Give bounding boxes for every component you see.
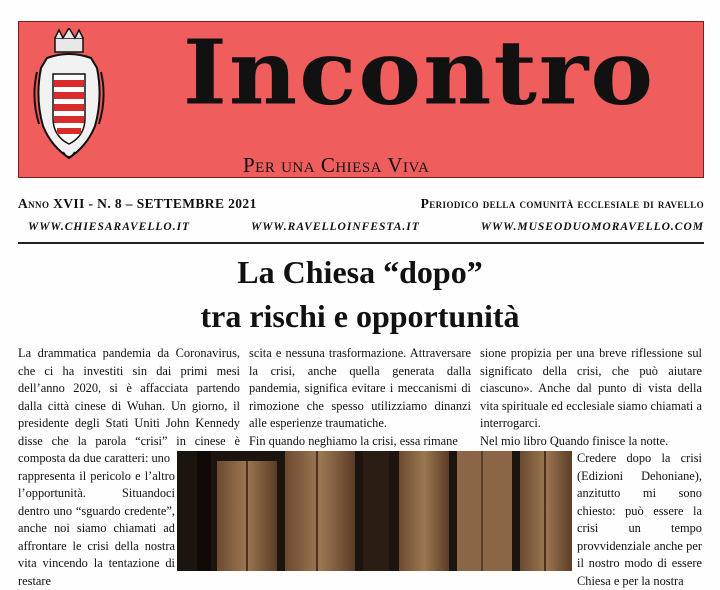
masthead-title: Incontro	[139, 28, 699, 117]
headline-line-1: La Chiesa “dopo”	[0, 256, 720, 288]
issue-number: Anno XVII - N. 8 – SETTEMBRE 2021	[18, 196, 257, 212]
issue-info	[18, 196, 704, 212]
divider	[18, 242, 704, 244]
masthead-subtitle: Per una Chiesa Viva	[243, 153, 429, 178]
wooden-door-image	[177, 451, 572, 571]
link-ravelloinfesta[interactable]: WWW.RAVELLOINFESTA.IT	[251, 221, 420, 233]
column-1-text: La drammatica pandemia da Coronavirus, che ci ha investiti sin dai primi mesi dell’anno 2020, si è affacciata partendo dalla città cinese di Wuhan. Un giorno, il presidente degli Stati Uniti John Kennedy disse che la parola “crisi” in cinese è composta da due caratteri: uno	[18, 345, 240, 468]
column-2-paragraph-2: Fin quando neghiamo la crisi, essa rimane	[249, 433, 471, 451]
link-museoduomoravello[interactable]: WWW.MUSEODUOMORAVELLO.COM	[481, 221, 704, 233]
headline-line-2: tra rischi e opportunità	[0, 300, 720, 332]
link-chiesaravello[interactable]: WWW.CHIESARAVELLO.IT	[28, 221, 190, 233]
column-1-wrapped-text: rappresenta il pericolo e l’altro l’opportunità. Situandoci dentro uno “sguardo credente”, anche noi siamo chiamati ad affrontare le crisi della nostra vita vincendo la tentazione di restare	[18, 468, 175, 590]
column-3-paragraph-2: Nel mio libro Quando finisce la notte.	[480, 433, 702, 451]
coat-of-arms-icon	[33, 28, 105, 168]
article-column-2	[249, 345, 471, 450]
column-3-paragraph-1: sione propizia per una breve riflessione sul significato della crisi, che può aiutare ciascuno». Anche dal punto di vista della vita spirituale ed ecclesiale siamo chiamati a interrogarci.	[480, 345, 702, 433]
article-photo	[177, 451, 572, 571]
masthead	[18, 21, 704, 178]
column-2-paragraph-1: scita e nessuna trasformazione. Attraversare la crisi, anche quella generata dalla pandemia, significa evitare i meccanismi di rimozione che spesso utilizziamo dinanzi alle esperienze traumatiche.	[249, 345, 471, 433]
website-links	[28, 221, 704, 233]
periodical-description: Periodico della comunità ecclesiale di ravello	[421, 196, 704, 212]
column-3-wrapped-text: Credere dopo la crisi (Edizioni Dehoniane), anzitutto mi sono chiesto: può essere la crisi un tempo provvidenziale anche per il nostro modo di essere Chiesa e per la nostra	[577, 450, 702, 590]
